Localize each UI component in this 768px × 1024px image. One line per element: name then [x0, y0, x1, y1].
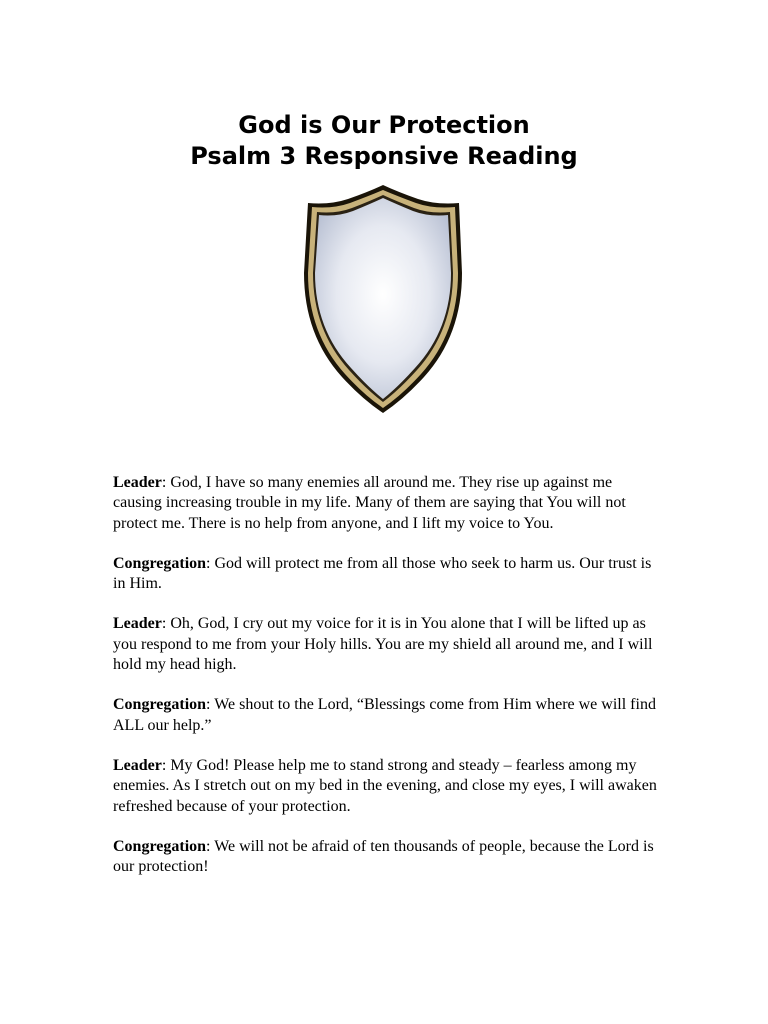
reading-paragraph [113, 614, 661, 675]
reading-text: : We shout to the Lord, “Blessings come from Him where we will find ALL our help.” [113, 696, 656, 734]
speaker-label: Leader [113, 756, 162, 774]
document-title: God is Our Protection [238, 111, 530, 139]
reading-text: : Oh, God, I cry out my voice for it is in You alone that I will be lifted up as you respond to me from your Holy hills. You are my shield all around me, and I will hold my head high. [113, 615, 653, 674]
speaker-label: Leader [113, 615, 162, 633]
speaker-label: Congregation [113, 554, 207, 572]
reading-paragraph [113, 695, 661, 736]
reading-text: : We will not be afraid of ten thousands of people, because the Lord is our protection! [113, 837, 654, 876]
speaker-label: Leader [113, 474, 162, 491]
reading-text: : God, I have so many enemies all around me. They rise up against me causing increasing trouble in my life. Many of them are saying that You will not protect me. There is no help from anyone, and I lift my voice to You. [113, 474, 626, 532]
responsive-reading [113, 473, 661, 897]
shield-icon [296, 185, 471, 415]
document-subtitle: Psalm 3 Responsive Reading [190, 142, 578, 170]
reading-paragraph [113, 837, 661, 878]
reading-text: : God will protect me from all those who seek to harm us. Our trust is in Him. [113, 554, 652, 593]
reading-paragraph [113, 756, 661, 817]
reading-paragraph [113, 473, 661, 534]
speaker-label: Congregation [113, 696, 207, 714]
reading-text: : My God! Please help me to stand strong and steady – fearless among my enemies. As I stretch out on my bed in the evening, and close my eyes, I will awaken refreshed because of your protection. [113, 756, 657, 815]
reading-paragraph [113, 554, 661, 595]
speaker-label: Congregation [113, 837, 207, 855]
